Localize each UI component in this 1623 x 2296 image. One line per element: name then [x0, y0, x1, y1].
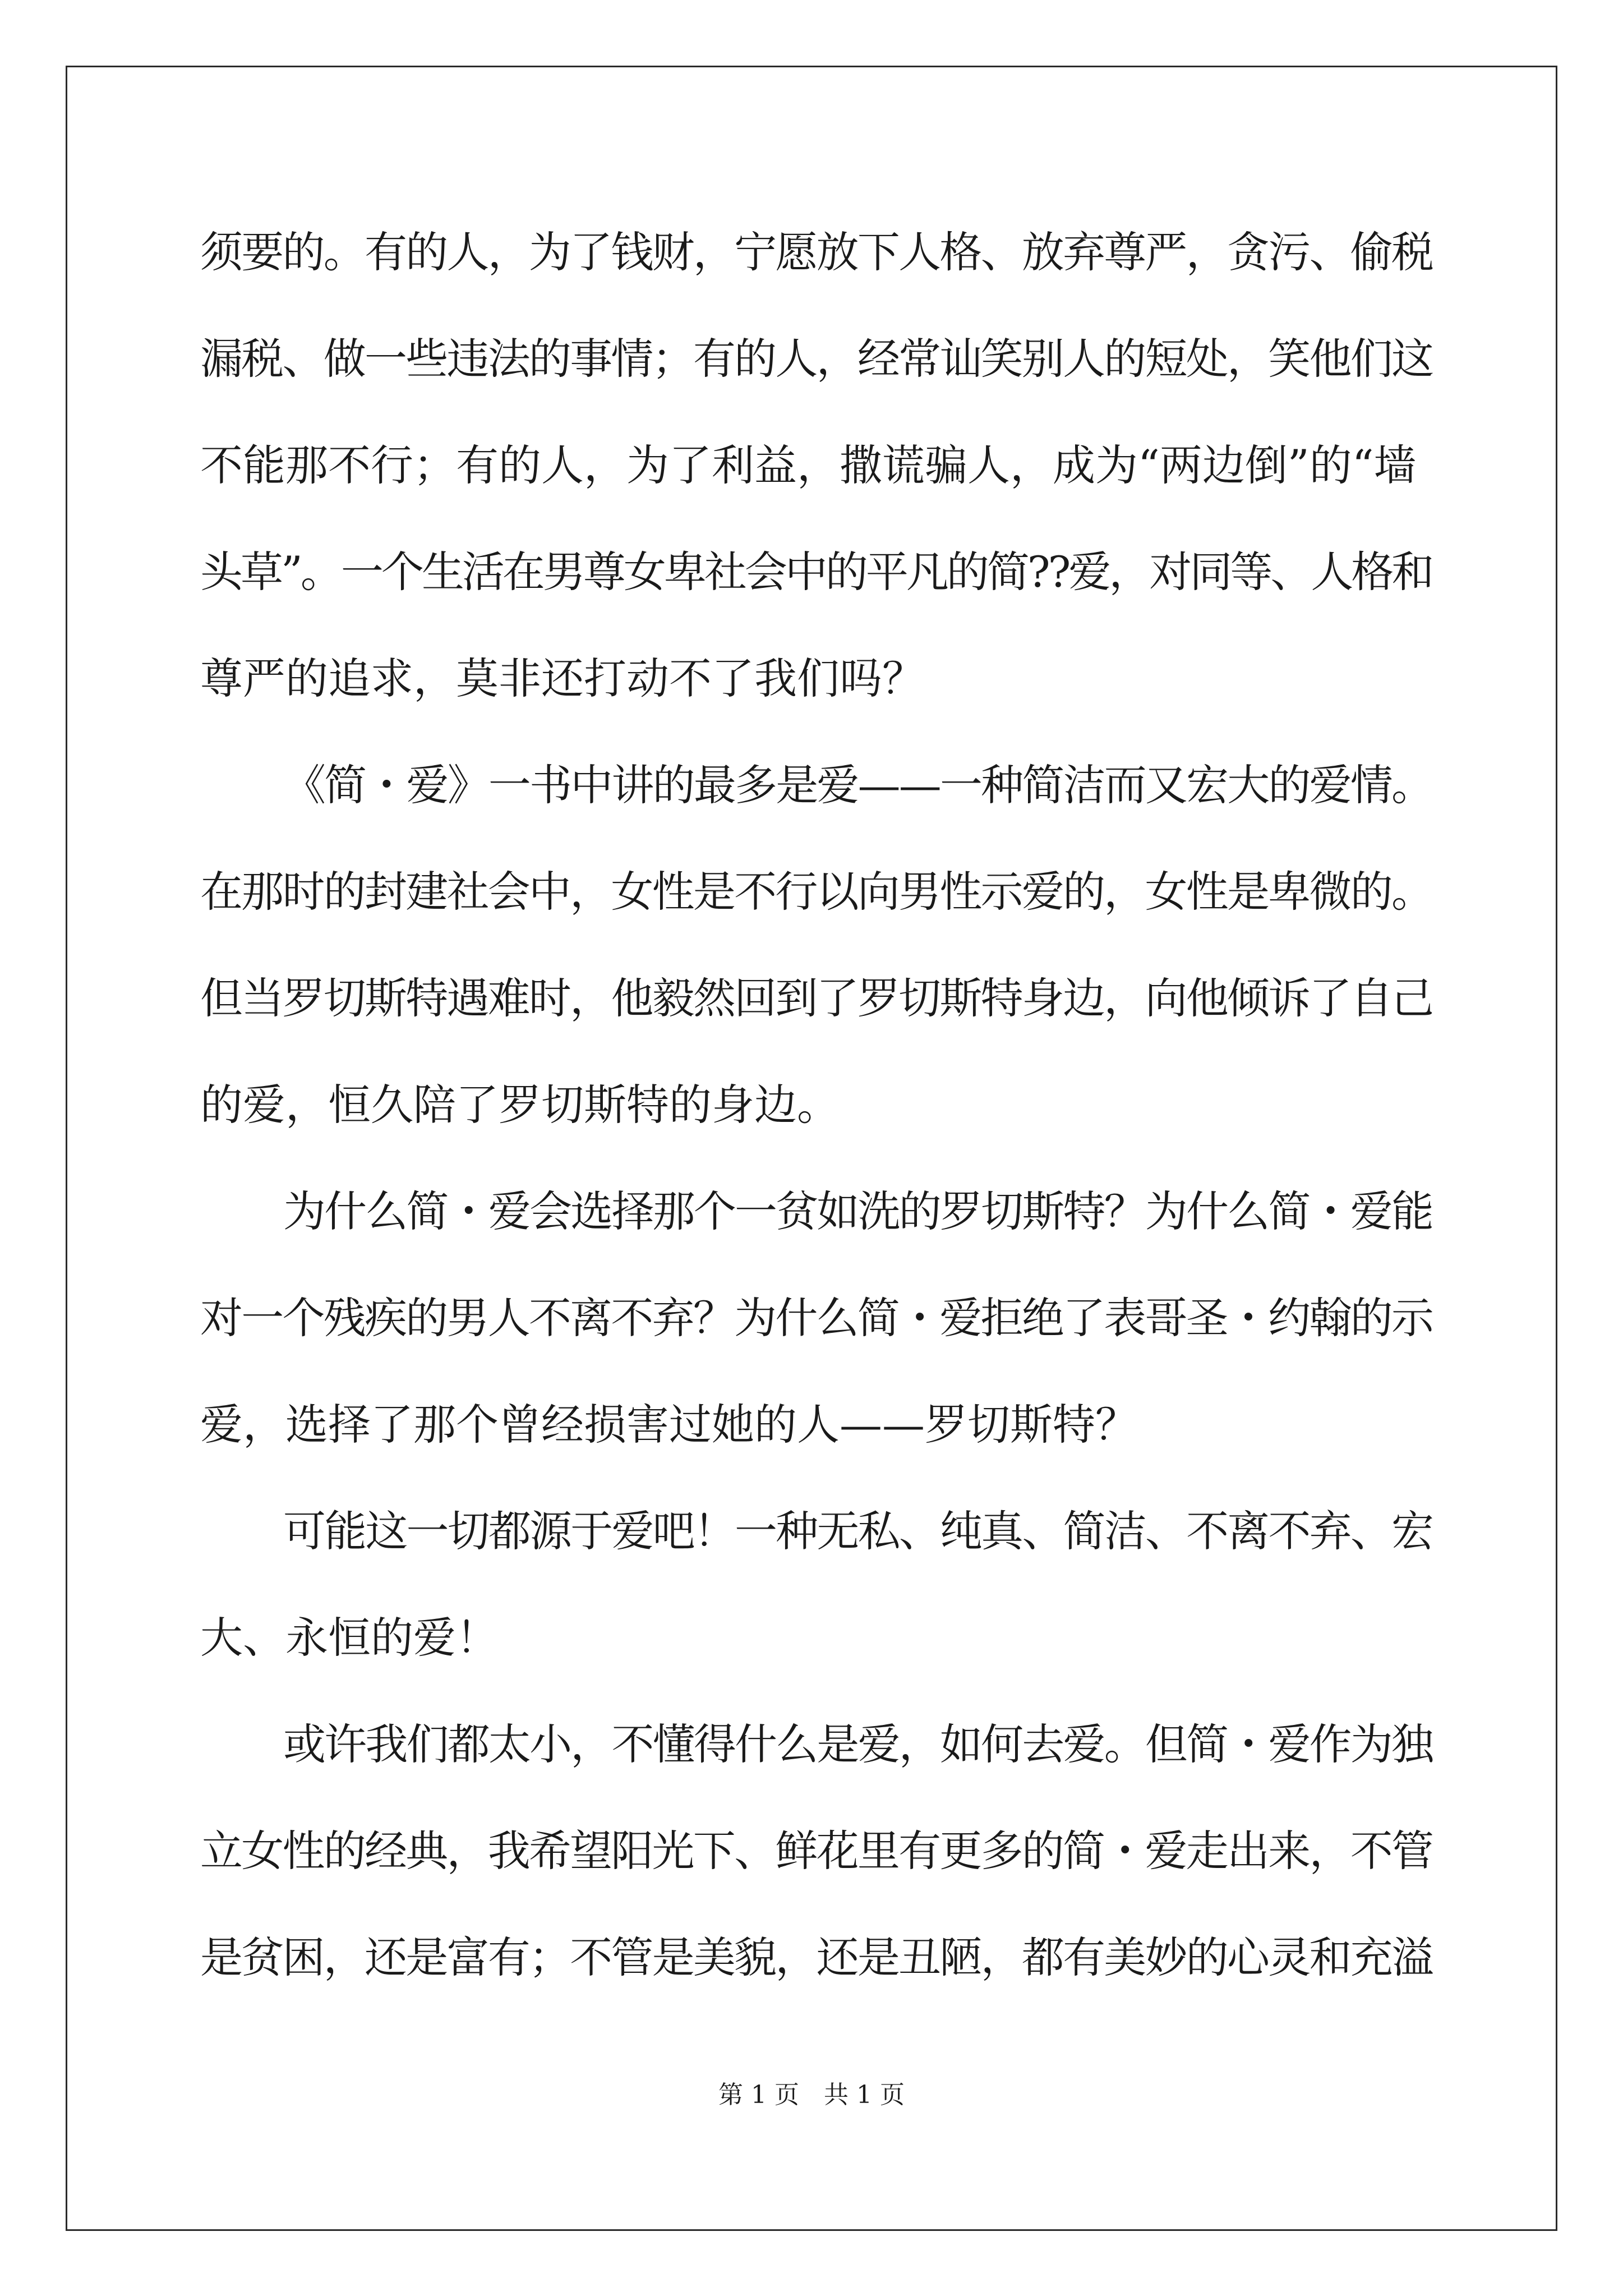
text-line: 尊严的追求，莫非还打动不了我们吗？ [200, 654, 925, 703]
text-line: 或许我们都太小，不懂得什么是爱，如何去爱。但简・爱作为独 [283, 1719, 1433, 1769]
text-line: 漏税、做一些违法的事情；有的人，经常讪笑别人的短处，笑他们这 [200, 334, 1433, 384]
text-line: 为什么简・爱会选择那个一贫如洗的罗切斯特？为什么简・爱能 [283, 1186, 1433, 1236]
page-footer [0, 2078, 1623, 2112]
text-line: 的爱，恒久陪了罗切斯特的身边。 [200, 1080, 840, 1130]
text-line: 不能那不行；有的人，为了利益，撒谎骗人，成为“两边倒”的“墙 [200, 440, 1417, 490]
text-line: 可能这一切都源于爱吧！一种无私、纯真、简洁、不离不弃、宏 [283, 1506, 1433, 1556]
text-line: 是贫困，还是富有；不管是美貌，还是丑陋，都有美妙的心灵和充溢 [200, 1932, 1433, 1982]
text-line: 立女性的经典，我希望阳光下、鲜花里有更多的简・爱走出来，不管 [200, 1826, 1433, 1876]
text-line: 对一个残疾的男人不离不弃？为什么简・爱拒绝了表哥圣・约翰的示 [200, 1293, 1433, 1343]
text-line: 《简・爱》一书中讲的最多是爱——一种简洁而又宏大的爱情。 [283, 760, 1433, 810]
text-line: 大、永恒的爱！ [200, 1613, 499, 1663]
text-line: 须要的。有的人，为了钱财，宁愿放下人格、放弃尊严，贪污、偷税 [200, 227, 1433, 277]
text-line: 爱，选择了那个曾经损害过她的人——罗切斯特？ [200, 1400, 1138, 1450]
text-line: 在那时的封建社会中，女性是不行以向男性示爱的，女性是卑微的。 [200, 867, 1433, 917]
page-number: 第 1 页 共 1 页 [718, 2081, 905, 2109]
document-body [200, 199, 1434, 2011]
text-line: 头草”。一个生活在男尊女卑社会中的平凡的简??爱，对同等、人格和 [200, 547, 1432, 597]
text-line: 但当罗切斯特遇难时，他毅然回到了罗切斯特身边，向他倾诉了自己 [200, 973, 1433, 1023]
